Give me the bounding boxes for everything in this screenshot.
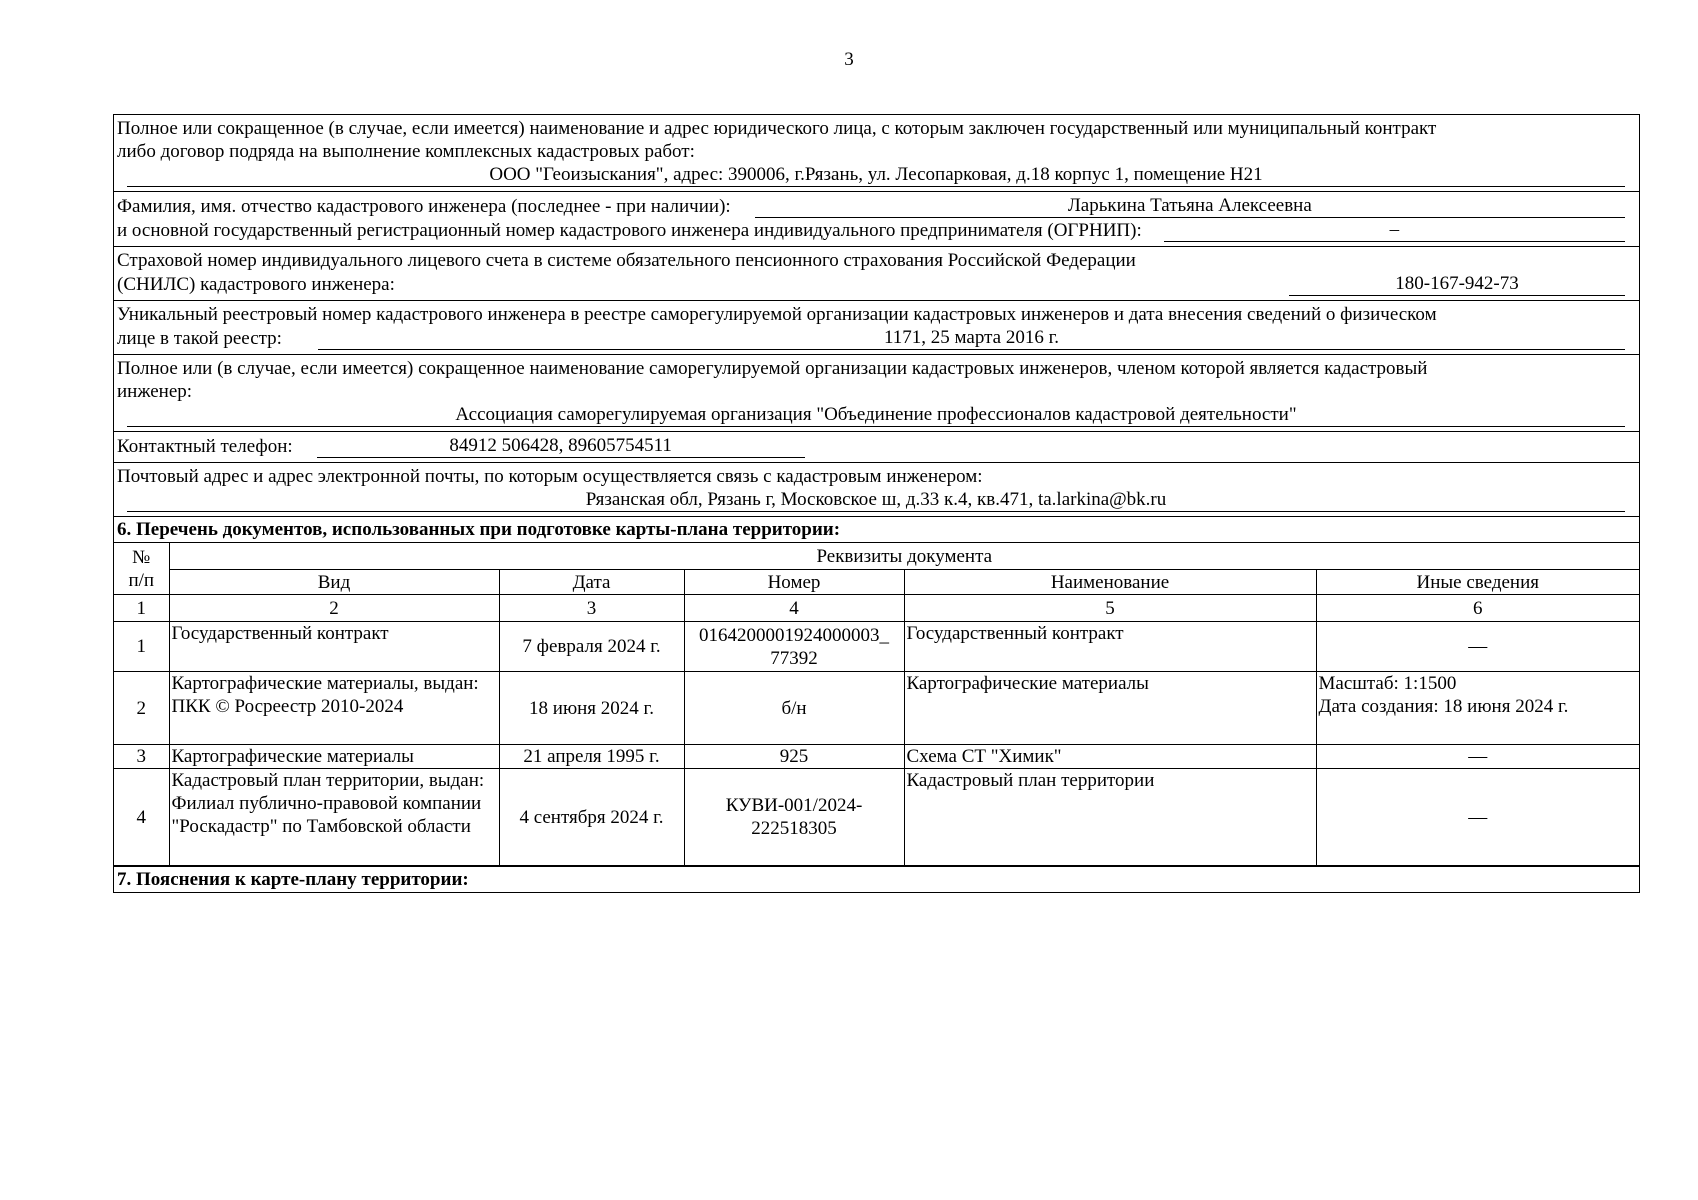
- colnum-1: 1: [114, 595, 169, 622]
- row-name: Схема СТ "Химик": [904, 745, 1316, 769]
- ogrnip-value: –: [1164, 218, 1625, 242]
- row-no: 4: [114, 769, 169, 866]
- contractor-section: [114, 115, 1639, 192]
- snils-section: [114, 247, 1639, 301]
- ogrnip-label: и основной государственный регистрационный номер кадастрового инженера индивидуального предпринимателя (ОГРНИП):: [117, 220, 1142, 241]
- address-value: Рязанская обл, Рязань г, Московское ш, д.33 к.4, кв.471, ta.larkina@bk.ru: [127, 488, 1625, 512]
- header-no-line2: п/п: [128, 569, 155, 591]
- registry-section: [114, 301, 1639, 355]
- colnum-4: 4: [684, 595, 904, 622]
- row-other-line1: Масштаб: 1:1500: [1318, 673, 1457, 694]
- engineer-name-value: Ларькина Татьяна Алексеевна: [755, 194, 1625, 218]
- row-number: [684, 622, 904, 672]
- engineer-name-row: [117, 194, 1625, 218]
- row-number: б/н: [684, 672, 904, 745]
- header-no: [114, 543, 169, 595]
- row-number-line1: 0164200001924000003_: [699, 624, 889, 646]
- registry-row: [117, 326, 1625, 350]
- registry-label-line1: Уникальный реестровый номер кадастрового инженера в реестре саморегулируемой организации кадастровых инженеров и дата внесения сведений о физическом: [117, 304, 1437, 325]
- row-date: 21 апреля 1995 г.: [499, 745, 684, 769]
- engineer-name-label: Фамилия, имя. отчество кадастрового инженера (последнее - при наличии):: [117, 196, 731, 217]
- row-other: —: [1316, 745, 1639, 769]
- colnum-5: 5: [904, 595, 1316, 622]
- registry-value: 1171, 25 марта 2016 г.: [318, 326, 1625, 350]
- row-other-line2: Дата создания: 18 июня 2024 г.: [1318, 696, 1569, 717]
- address-section: [114, 463, 1639, 517]
- document-frame: [113, 114, 1640, 893]
- row-no: 2: [114, 672, 169, 745]
- header-other: Иные сведения: [1316, 570, 1639, 595]
- snils-value: 180-167-942-73: [1289, 272, 1625, 296]
- header-date: Дата: [499, 570, 684, 595]
- table-subheader-row: [114, 570, 1639, 595]
- header-kind: Вид: [169, 570, 499, 595]
- row-other: —: [1316, 622, 1639, 672]
- row-other: —: [1316, 769, 1639, 866]
- row-date: 7 февраля 2024 г.: [499, 622, 684, 672]
- row-number-line2: 77392: [770, 647, 818, 669]
- ogrnip-row: [117, 218, 1625, 242]
- row-number-line1: КУВИ-001/2024-: [725, 795, 863, 816]
- row-date: 18 июня 2024 г.: [499, 672, 684, 745]
- snils-label-line1: Страховой номер индивидуального лицевого счета в системе обязательного пенсионного страхования Российской Федерации: [117, 250, 1136, 271]
- row-kind: Кадастровый план территории, выдан: Филиал публично-правовой компании "Роскадастр" по Тамбовской области: [169, 769, 499, 866]
- phone-label: Контактный телефон:: [117, 436, 293, 457]
- row-kind: Государственный контракт: [169, 622, 499, 672]
- documents-table: [114, 543, 1639, 866]
- section7-title: 7. Пояснения к карте-плану территории:: [114, 866, 1639, 892]
- row-number: [684, 769, 904, 866]
- colnum-3: 3: [499, 595, 684, 622]
- row-no: 1: [114, 622, 169, 672]
- table-header-row: [114, 543, 1639, 570]
- contractor-label-line1: Полное или сокращенное (в случае, если имеется) наименование и адрес юридического лица, с которым заключен государственный или муниципальный контракт: [117, 118, 1437, 139]
- section6-title: 6. Перечень документов, использованных при подготовке карты-плана территории:: [114, 517, 1639, 543]
- snils-label-line2: (СНИЛС) кадастрового инженера:: [117, 274, 395, 295]
- table-row: [114, 672, 1639, 745]
- header-no-line1: №: [132, 546, 151, 568]
- row-name: Картографические материалы: [904, 672, 1316, 745]
- phone-value: 84912 506428, 89605754511: [317, 434, 805, 458]
- row-date: 4 сентября 2024 г.: [499, 769, 684, 866]
- engineer-section: [114, 192, 1639, 247]
- sro-section: [114, 355, 1639, 432]
- row-kind: Картографические материалы, выдан: ПКК © Росреестр 2010-2024: [169, 672, 499, 745]
- colnum-6: 6: [1316, 595, 1639, 622]
- sro-label-line1: Полное или (в случае, если имеется) сокращенное наименование саморегулируемой организации кадастровых инженеров, членом которой является кадастровый: [117, 358, 1428, 379]
- header-requisites: Реквизиты документа: [169, 543, 1639, 570]
- sro-label-line2: инженер:: [117, 381, 193, 402]
- colnum-2: 2: [169, 595, 499, 622]
- contractor-label-line2: либо договор подряда на выполнение комплексных кадастровых работ:: [117, 141, 695, 162]
- row-kind: Картографические материалы: [169, 745, 499, 769]
- row-no: 3: [114, 745, 169, 769]
- snils-row: [117, 272, 1625, 296]
- table-row: [114, 769, 1639, 866]
- row-number-line2: 222518305: [751, 818, 837, 839]
- row-name: Кадастровый план территории: [904, 769, 1316, 866]
- registry-label-line2: лице в такой реестр:: [117, 328, 282, 349]
- row-name: Государственный контракт: [904, 622, 1316, 672]
- table-row: [114, 622, 1639, 672]
- header-name: Наименование: [904, 570, 1316, 595]
- column-numbers-row: [114, 595, 1639, 622]
- sro-value: Ассоциация саморегулируемая организация "Объединение профессионалов кадастровой деятельности": [127, 403, 1625, 427]
- table-row: [114, 745, 1639, 769]
- page-number: 3: [844, 49, 854, 70]
- header-number: Номер: [684, 570, 904, 595]
- phone-section: [114, 432, 1639, 463]
- address-label: Почтовый адрес и адрес электронной почты, по которым осуществляется связь с кадастровым инженером:: [117, 466, 983, 487]
- row-other: [1316, 672, 1639, 745]
- row-number: 925: [684, 745, 904, 769]
- contractor-value: ООО "Геоизыскания", адрес: 390006, г.Рязань, ул. Лесопарковая, д.18 корпус 1, помещение Н21: [127, 163, 1625, 187]
- phone-row: [117, 434, 1625, 458]
